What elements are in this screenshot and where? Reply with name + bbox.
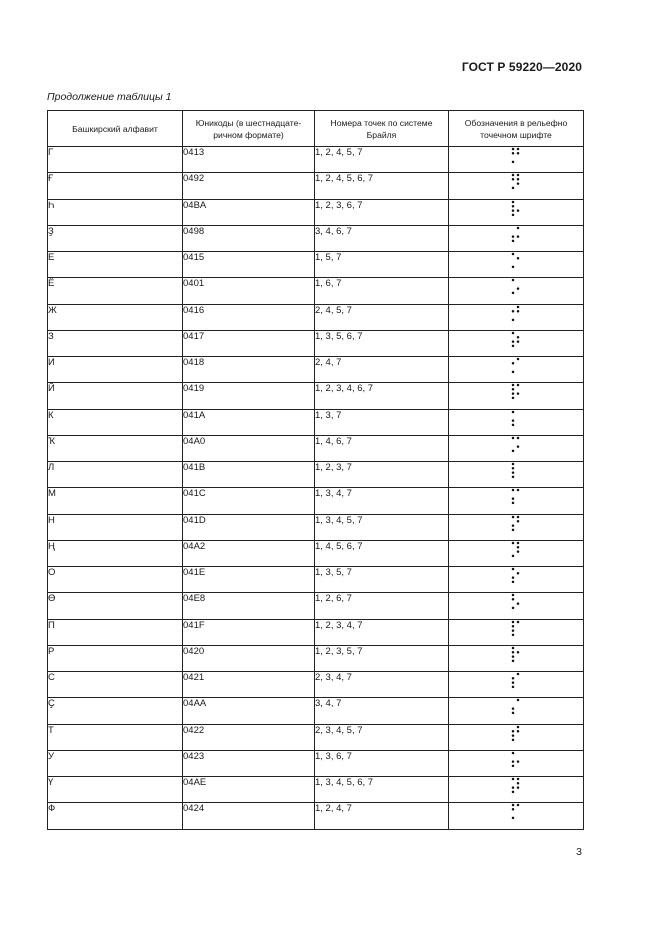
braille-dot (512, 576, 515, 579)
unicode-cell: 0421 (183, 672, 315, 698)
braille-dot (512, 310, 515, 313)
dot-numbers-cell: 1, 2, 3, 7 (315, 462, 449, 488)
braille-symbol-cell (449, 514, 584, 540)
unicode-cell: 041E (183, 567, 315, 593)
braille-dot (512, 633, 515, 636)
braille-dot (512, 384, 515, 387)
table-row (48, 383, 584, 409)
braille-cell-icon (511, 515, 521, 532)
braille-dot (512, 437, 515, 440)
dot-numbers-cell: 1, 2, 3, 5, 7 (315, 645, 449, 671)
braille-dot (517, 572, 520, 575)
unicode-cell: 0401 (183, 278, 315, 304)
braille-dot (512, 235, 515, 238)
braille-dot (517, 310, 520, 313)
braille-cell-icon (511, 173, 521, 190)
braille-dot (512, 340, 515, 343)
table-row (48, 488, 584, 514)
dot-numbers-cell: 1, 2, 4, 5, 6, 7 (315, 173, 449, 199)
braille-dot (517, 178, 520, 181)
braille-dot (512, 708, 515, 711)
braille-dot (517, 336, 520, 339)
braille-dot (517, 725, 520, 728)
table-row (48, 698, 584, 724)
dot-numbers-cell: 2, 4, 5, 7 (315, 304, 449, 330)
braille-dot (512, 677, 515, 680)
dot-numbers-cell: 1, 3, 7 (315, 409, 449, 435)
braille-dot (517, 673, 520, 676)
braille-cell-icon (511, 646, 521, 663)
braille-dot (512, 423, 515, 426)
table-row (48, 514, 584, 540)
unicode-cell: 041B (183, 462, 315, 488)
table-row (48, 724, 584, 750)
dot-numbers-cell: 1, 2, 4, 7 (315, 803, 449, 829)
braille-dot (512, 760, 515, 763)
dot-numbers-cell: 1, 3, 4, 5, 6, 7 (315, 777, 449, 803)
dot-numbers-cell: 1, 2, 3, 4, 6, 7 (315, 383, 449, 409)
braille-dot (512, 471, 515, 474)
table-row (48, 225, 584, 251)
table-row (48, 619, 584, 645)
braille-dot (512, 659, 515, 662)
braille-dot (512, 344, 515, 347)
braille-dot (512, 554, 515, 557)
dot-numbers-cell: 3, 4, 7 (315, 698, 449, 724)
header-braille-symbol: Обозначения в рельефно точечном шрифте (449, 111, 584, 147)
braille-dot (512, 239, 515, 242)
braille-dot (517, 804, 520, 807)
braille-symbol-cell (449, 357, 584, 383)
braille-dot (517, 782, 520, 785)
unicode-cell: 0413 (183, 147, 315, 173)
braille-dot (512, 686, 515, 689)
letter-cell: Ё (48, 278, 183, 304)
table-row (48, 672, 584, 698)
letter-cell: Ғ (48, 173, 183, 199)
braille-dot (517, 209, 520, 212)
braille-dot (512, 362, 515, 365)
braille-dot (512, 778, 515, 781)
braille-dot (512, 279, 515, 282)
unicode-cell: 0418 (183, 357, 315, 383)
braille-dot (512, 467, 515, 470)
dot-numbers-cell: 1, 3, 5, 6, 7 (315, 330, 449, 356)
braille-table (47, 110, 584, 830)
braille-cell-icon (511, 147, 521, 164)
letter-cell: Р (48, 645, 183, 671)
unicode-cell: 0424 (183, 803, 315, 829)
table-row (48, 304, 584, 330)
dot-numbers-cell: 2, 4, 7 (315, 357, 449, 383)
dot-numbers-cell: 1, 4, 5, 6, 7 (315, 540, 449, 566)
braille-dot (517, 148, 520, 151)
document-code: ГОСТ Р 59220—2020 (461, 60, 582, 74)
braille-dot (512, 568, 515, 571)
braille-dot (517, 437, 520, 440)
braille-symbol-cell (449, 724, 584, 750)
braille-cell-icon (511, 593, 521, 610)
braille-symbol-cell (449, 330, 584, 356)
braille-symbol-cell (449, 593, 584, 619)
braille-dot (512, 178, 515, 181)
dot-numbers-cell: 1, 5, 7 (315, 252, 449, 278)
braille-dot (517, 546, 520, 549)
braille-dot (517, 515, 520, 518)
braille-dot (512, 161, 515, 164)
header-unicode: Юникоды (в шестнадцате-ричном формате) (183, 111, 315, 147)
braille-dot (512, 594, 515, 597)
braille-dot (517, 778, 520, 781)
braille-dot (512, 332, 515, 335)
braille-dot (512, 542, 515, 545)
letter-cell: М (48, 488, 183, 514)
braille-symbol-cell (449, 383, 584, 409)
dot-numbers-cell: 2, 3, 4, 5, 7 (315, 724, 449, 750)
braille-symbol-cell (449, 698, 584, 724)
braille-cell-icon (511, 252, 521, 269)
table-row (48, 567, 584, 593)
braille-cell-icon (511, 488, 521, 505)
braille-dot (512, 712, 515, 715)
table-row (48, 750, 584, 776)
braille-dot (517, 730, 520, 733)
letter-cell: Ң (48, 540, 183, 566)
letter-cell: Ө (48, 593, 183, 619)
letter-cell: Ү (48, 777, 183, 803)
braille-dot (517, 174, 520, 177)
table-row (48, 199, 584, 225)
braille-dot (512, 734, 515, 737)
unicode-cell: 0423 (183, 750, 315, 776)
unicode-cell: 0417 (183, 330, 315, 356)
braille-dot (517, 183, 520, 186)
braille-dot (512, 449, 515, 452)
braille-cell-icon (511, 357, 521, 374)
table-row (48, 540, 584, 566)
dot-numbers-cell: 1, 3, 4, 7 (315, 488, 449, 514)
braille-dot (517, 384, 520, 387)
dot-numbers-cell: 1, 2, 6, 7 (315, 593, 449, 619)
unicode-cell: 04AE (183, 777, 315, 803)
braille-dot (512, 625, 515, 628)
braille-dot (517, 305, 520, 308)
unicode-cell: 0419 (183, 383, 315, 409)
table-body (48, 147, 584, 830)
unicode-cell: 04A0 (183, 435, 315, 461)
letter-cell: С (48, 672, 183, 698)
braille-dot (517, 235, 520, 238)
braille-dot (512, 209, 515, 212)
letter-cell: О (48, 567, 183, 593)
unicode-cell: 041F (183, 619, 315, 645)
dot-numbers-cell: 1, 3, 5, 7 (315, 567, 449, 593)
braille-symbol-cell (449, 278, 584, 304)
letter-cell: Е (48, 252, 183, 278)
braille-cell-icon (511, 541, 521, 558)
braille-dot (512, 804, 515, 807)
braille-dot (517, 445, 520, 448)
braille-symbol-cell (449, 252, 584, 278)
braille-symbol-cell (449, 435, 584, 461)
table-row (48, 409, 584, 435)
braille-cell-icon (511, 672, 521, 689)
braille-dot (512, 524, 515, 527)
braille-dot (512, 764, 515, 767)
unicode-cell: 041D (183, 514, 315, 540)
letter-cell: Ж (48, 304, 183, 330)
braille-dot (517, 550, 520, 553)
braille-symbol-cell (449, 750, 584, 776)
braille-cell-icon (511, 305, 521, 322)
unicode-cell: 04AA (183, 698, 315, 724)
page-number: 3 (576, 846, 582, 858)
letter-cell: Г (48, 147, 183, 173)
braille-cell-icon (511, 200, 521, 217)
braille-dot (517, 520, 520, 523)
braille-symbol-cell (449, 409, 584, 435)
braille-dot (517, 340, 520, 343)
braille-dot (517, 288, 520, 291)
braille-dot (512, 410, 515, 413)
braille-cell-icon (511, 725, 521, 742)
braille-dot (512, 808, 515, 811)
braille-cell-icon (511, 278, 521, 295)
braille-dot (512, 187, 515, 190)
braille-symbol-cell (449, 304, 584, 330)
braille-dot (512, 528, 515, 531)
braille-dot (512, 152, 515, 155)
braille-dot (512, 786, 515, 789)
braille-dot (512, 620, 515, 623)
unicode-cell: 041A (183, 409, 315, 435)
table-row (48, 173, 584, 199)
braille-dot (512, 651, 515, 654)
table-row (48, 147, 584, 173)
braille-symbol-cell (449, 803, 584, 829)
braille-symbol-cell (449, 645, 584, 671)
table-row (48, 330, 584, 356)
braille-symbol-cell (449, 173, 584, 199)
table-caption: Продолжение таблицы 1 (47, 91, 172, 103)
braille-dot (512, 681, 515, 684)
letter-cell: Һ (48, 199, 183, 225)
braille-cell-icon (511, 331, 521, 348)
letter-cell: Й (48, 383, 183, 409)
braille-dot (512, 489, 515, 492)
letter-cell: Ҫ (48, 698, 183, 724)
braille-symbol-cell (449, 488, 584, 514)
braille-dot (517, 227, 520, 230)
header-alphabet: Башкирский алфавит (48, 111, 183, 147)
braille-dot (512, 655, 515, 658)
braille-dot (512, 738, 515, 741)
braille-dot (512, 498, 515, 501)
letter-cell: Н (48, 514, 183, 540)
braille-dot (512, 629, 515, 632)
braille-dot (512, 213, 515, 216)
braille-symbol-cell (449, 672, 584, 698)
letter-cell: Ҡ (48, 435, 183, 461)
table-header-row (48, 111, 584, 147)
braille-cell-icon (511, 803, 521, 820)
braille-cell-icon (511, 383, 521, 400)
letter-cell: Ҙ (48, 225, 183, 251)
unicode-cell: 0492 (183, 173, 315, 199)
braille-dot (512, 205, 515, 208)
braille-dot (512, 371, 515, 374)
braille-dot (512, 266, 515, 269)
braille-dot (517, 651, 520, 654)
braille-dot (512, 292, 515, 295)
letter-cell: Ф (48, 803, 183, 829)
braille-cell-icon (511, 226, 521, 243)
braille-dot (517, 786, 520, 789)
braille-symbol-cell (449, 619, 584, 645)
braille-dot (517, 393, 520, 396)
braille-cell-icon (511, 462, 521, 479)
dot-numbers-cell: 1, 6, 7 (315, 278, 449, 304)
braille-dot (512, 647, 515, 650)
letter-cell: З (48, 330, 183, 356)
letter-cell: И (48, 357, 183, 383)
braille-dot (512, 817, 515, 820)
letter-cell: У (48, 750, 183, 776)
braille-dot (512, 393, 515, 396)
dot-numbers-cell: 1, 3, 4, 5, 7 (315, 514, 449, 540)
unicode-cell: 04A2 (183, 540, 315, 566)
dot-numbers-cell: 1, 2, 4, 5, 7 (315, 147, 449, 173)
braille-dot (512, 502, 515, 505)
table-row (48, 593, 584, 619)
table-row (48, 777, 584, 803)
braille-dot (512, 515, 515, 518)
unicode-cell: 041C (183, 488, 315, 514)
braille-dot (517, 257, 520, 260)
braille-symbol-cell (449, 462, 584, 488)
braille-dot (512, 463, 515, 466)
unicode-cell: 0420 (183, 645, 315, 671)
braille-dot (512, 388, 515, 391)
dot-numbers-cell: 2, 3, 4, 7 (315, 672, 449, 698)
braille-cell-icon (511, 698, 521, 715)
unicode-cell: 0415 (183, 252, 315, 278)
table-row (48, 803, 584, 829)
braille-dot (517, 760, 520, 763)
table-row (48, 645, 584, 671)
braille-dot (512, 174, 515, 177)
braille-cell-icon (511, 777, 521, 794)
braille-cell-icon (511, 436, 521, 453)
braille-dot (512, 730, 515, 733)
braille-dot (517, 358, 520, 361)
dot-numbers-cell: 1, 3, 6, 7 (315, 750, 449, 776)
braille-symbol-cell (449, 199, 584, 225)
braille-symbol-cell (449, 777, 584, 803)
letter-cell: Л (48, 462, 183, 488)
dot-numbers-cell: 3, 4, 6, 7 (315, 225, 449, 251)
unicode-cell: 0422 (183, 724, 315, 750)
braille-cell-icon (511, 410, 521, 427)
table-row (48, 252, 584, 278)
table-row (48, 278, 584, 304)
braille-dot (512, 253, 515, 256)
braille-dot (517, 620, 520, 623)
dot-numbers-cell: 1, 2, 3, 6, 7 (315, 199, 449, 225)
braille-cell-icon (511, 620, 521, 637)
braille-symbol-cell (449, 540, 584, 566)
unicode-cell: 04BA (183, 199, 315, 225)
braille-dot (517, 603, 520, 606)
braille-cell-icon (511, 751, 521, 768)
unicode-cell: 0498 (183, 225, 315, 251)
dot-numbers-cell: 1, 4, 6, 7 (315, 435, 449, 461)
braille-dot (512, 476, 515, 479)
table-row (48, 357, 584, 383)
braille-dot (517, 542, 520, 545)
letter-cell: Т (48, 724, 183, 750)
table-row (48, 462, 584, 488)
braille-dot (512, 397, 515, 400)
braille-dot (512, 318, 515, 321)
letter-cell: П (48, 619, 183, 645)
braille-dot (512, 581, 515, 584)
braille-symbol-cell (449, 225, 584, 251)
braille-dot (512, 791, 515, 794)
unicode-cell: 0416 (183, 304, 315, 330)
table-row (48, 435, 584, 461)
braille-dot (512, 200, 515, 203)
braille-dot (512, 598, 515, 601)
braille-dot (512, 752, 515, 755)
braille-symbol-cell (449, 567, 584, 593)
braille-symbol-cell (449, 147, 584, 173)
header-dot-numbers: Номера точек по системе Брайля (315, 111, 449, 147)
letter-cell: К (48, 409, 183, 435)
braille-cell-icon (511, 567, 521, 584)
braille-dot (512, 148, 515, 151)
braille-dot (517, 152, 520, 155)
unicode-cell: 04E8 (183, 593, 315, 619)
dot-numbers-cell: 1, 2, 3, 4, 7 (315, 619, 449, 645)
braille-dot (512, 607, 515, 610)
braille-dot (512, 419, 515, 422)
braille-dot (517, 489, 520, 492)
braille-dot (517, 699, 520, 702)
